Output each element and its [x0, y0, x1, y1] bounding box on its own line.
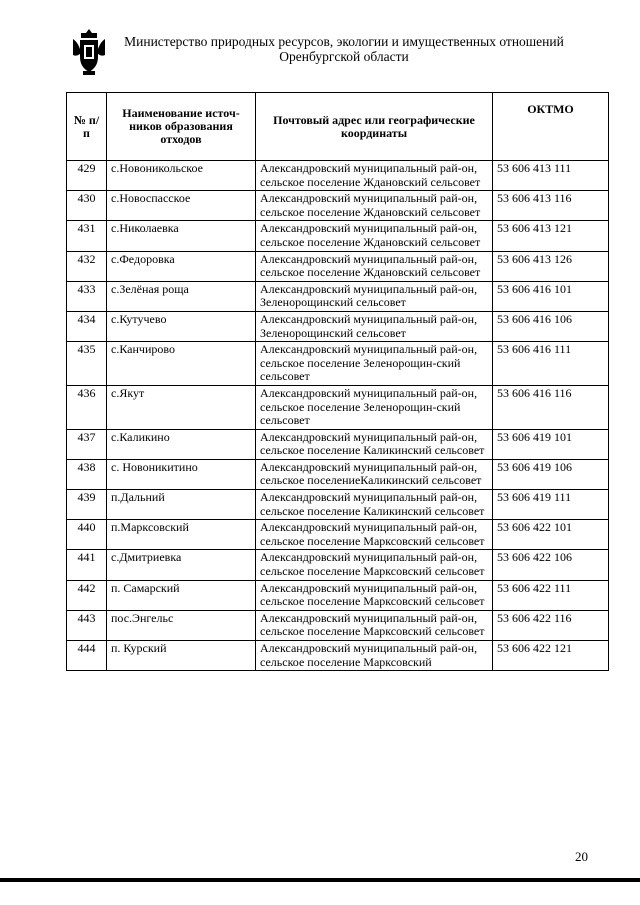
cell-name: пос.Энгельс — [107, 610, 256, 640]
cell-name: с.Канчирово — [107, 342, 256, 386]
table-row — [67, 342, 609, 386]
cell-oktmo: 53 606 419 111 — [493, 490, 609, 520]
cell-num: 440 — [67, 520, 107, 550]
cell-name: п. Курский — [107, 641, 256, 671]
table-row — [67, 191, 609, 221]
cell-address: Александровский муниципальный рай-он, сельское поселение Марксовский сельсовет — [256, 580, 493, 610]
cell-name: с.Федоровка — [107, 251, 256, 281]
cell-num: 432 — [67, 251, 107, 281]
page-number: 20 — [575, 849, 588, 864]
cell-oktmo: 53 606 416 116 — [493, 385, 609, 429]
cell-address: Александровский муниципальный рай-он, сельское поселение Марксовский сельсовет — [256, 550, 493, 580]
table-row — [67, 490, 609, 520]
cell-address: Александровский муниципальный рай-он, сельское поселениеКаликинский сельсовет — [256, 459, 493, 489]
cell-num: 434 — [67, 311, 107, 341]
cell-num: 442 — [67, 580, 107, 610]
cell-address: Александровский муниципальный рай-он, сельское поселение Марксовский — [256, 641, 493, 671]
cell-oktmo: 53 606 416 111 — [493, 342, 609, 386]
column-header-oktmo: ОКТМО — [493, 93, 609, 161]
header-line-ministry: Министерство природных ресурсов, экологии и имущественных отношений — [124, 34, 564, 49]
table-row — [67, 221, 609, 251]
cell-name: с.Каликино — [107, 429, 256, 459]
cell-oktmo: 53 606 422 121 — [493, 641, 609, 671]
cell-num: 439 — [67, 490, 107, 520]
table-row — [67, 520, 609, 550]
coat-of-arms-icon — [69, 27, 109, 77]
column-header-name: Наименование источ-ников образования отходов — [107, 93, 256, 161]
cell-num: 437 — [67, 429, 107, 459]
table-row — [67, 550, 609, 580]
cell-num: 438 — [67, 459, 107, 489]
cell-name: с.Новоникольское — [107, 161, 256, 191]
cell-name: с.Зелёная роща — [107, 281, 256, 311]
cell-oktmo: 53 606 413 126 — [493, 251, 609, 281]
cell-name: с.Кутучево — [107, 311, 256, 341]
cell-num: 431 — [67, 221, 107, 251]
table-row — [67, 459, 609, 489]
column-header-address: Почтовый адрес или географические координаты — [256, 93, 493, 161]
cell-oktmo: 53 606 416 101 — [493, 281, 609, 311]
document-header — [122, 34, 566, 64]
cell-num: 430 — [67, 191, 107, 221]
table-row — [67, 251, 609, 281]
cell-oktmo: 53 606 413 121 — [493, 221, 609, 251]
cell-address: Александровский муниципальный рай-он, сельское поселение Ждановский сельсовет — [256, 251, 493, 281]
cell-oktmo: 53 606 422 116 — [493, 610, 609, 640]
cell-address: Александровский муниципальный рай-он, сельское поселение Ждановский сельсовет — [256, 161, 493, 191]
cell-num: 436 — [67, 385, 107, 429]
cell-oktmo: 53 606 422 111 — [493, 580, 609, 610]
cell-num: 429 — [67, 161, 107, 191]
cell-address: Александровский муниципальный рай-он, сельское поселение Зеленорощин-ский сельсовет — [256, 385, 493, 429]
table-row — [67, 429, 609, 459]
cell-oktmo: 53 606 413 111 — [493, 161, 609, 191]
footer-rule — [0, 878, 640, 882]
cell-oktmo: 53 606 413 116 — [493, 191, 609, 221]
cell-name: п. Самарский — [107, 580, 256, 610]
cell-oktmo: 53 606 419 106 — [493, 459, 609, 489]
cell-num: 433 — [67, 281, 107, 311]
cell-name: п.Дальний — [107, 490, 256, 520]
header-line-region: Оренбургской области — [279, 49, 409, 64]
table-row — [67, 610, 609, 640]
cell-num: 441 — [67, 550, 107, 580]
column-header-num: № п/п — [67, 93, 107, 161]
cell-oktmo: 53 606 422 101 — [493, 520, 609, 550]
cell-num: 435 — [67, 342, 107, 386]
cell-address: Александровский муниципальный рай-он, сельское поселение Марксовский сельсовет — [256, 610, 493, 640]
cell-address: Александровский муниципальный рай-он, Зеленорощинский сельсовет — [256, 311, 493, 341]
table-header-row — [67, 93, 609, 161]
cell-address: Александровский муниципальный рай-он, сельское поселение Каликинский сельсовет — [256, 490, 493, 520]
cell-address: Александровский муниципальный рай-он, сельское поселение Ждановский сельсовет — [256, 221, 493, 251]
table-row — [67, 311, 609, 341]
cell-address: Александровский муниципальный рай-он, сельское поселение Ждановский сельсовет — [256, 191, 493, 221]
cell-address: Александровский муниципальный рай-он, сельское поселение Зеленорощин-ский сельсовет — [256, 342, 493, 386]
sources-table — [66, 92, 609, 671]
cell-num: 443 — [67, 610, 107, 640]
cell-address: Александровский муниципальный рай-он, сельское поселение Марксовский сельсовет — [256, 520, 493, 550]
cell-name: п.Марксовский — [107, 520, 256, 550]
cell-name: с.Якут — [107, 385, 256, 429]
cell-name: с.Дмитриевка — [107, 550, 256, 580]
table-row — [67, 161, 609, 191]
cell-oktmo: 53 606 422 106 — [493, 550, 609, 580]
table-row — [67, 385, 609, 429]
cell-oktmo: 53 606 416 106 — [493, 311, 609, 341]
table-row — [67, 580, 609, 610]
cell-address: Александровский муниципальный рай-он, сельское поселение Каликинский сельсовет — [256, 429, 493, 459]
cell-name: с.Николаевка — [107, 221, 256, 251]
cell-oktmo: 53 606 419 101 — [493, 429, 609, 459]
cell-num: 444 — [67, 641, 107, 671]
table-row — [67, 281, 609, 311]
table-row — [67, 641, 609, 671]
cell-name: с.Новоспасское — [107, 191, 256, 221]
cell-name: с. Новоникитино — [107, 459, 256, 489]
cell-address: Александровский муниципальный рай-он, Зеленорощинский сельсовет — [256, 281, 493, 311]
